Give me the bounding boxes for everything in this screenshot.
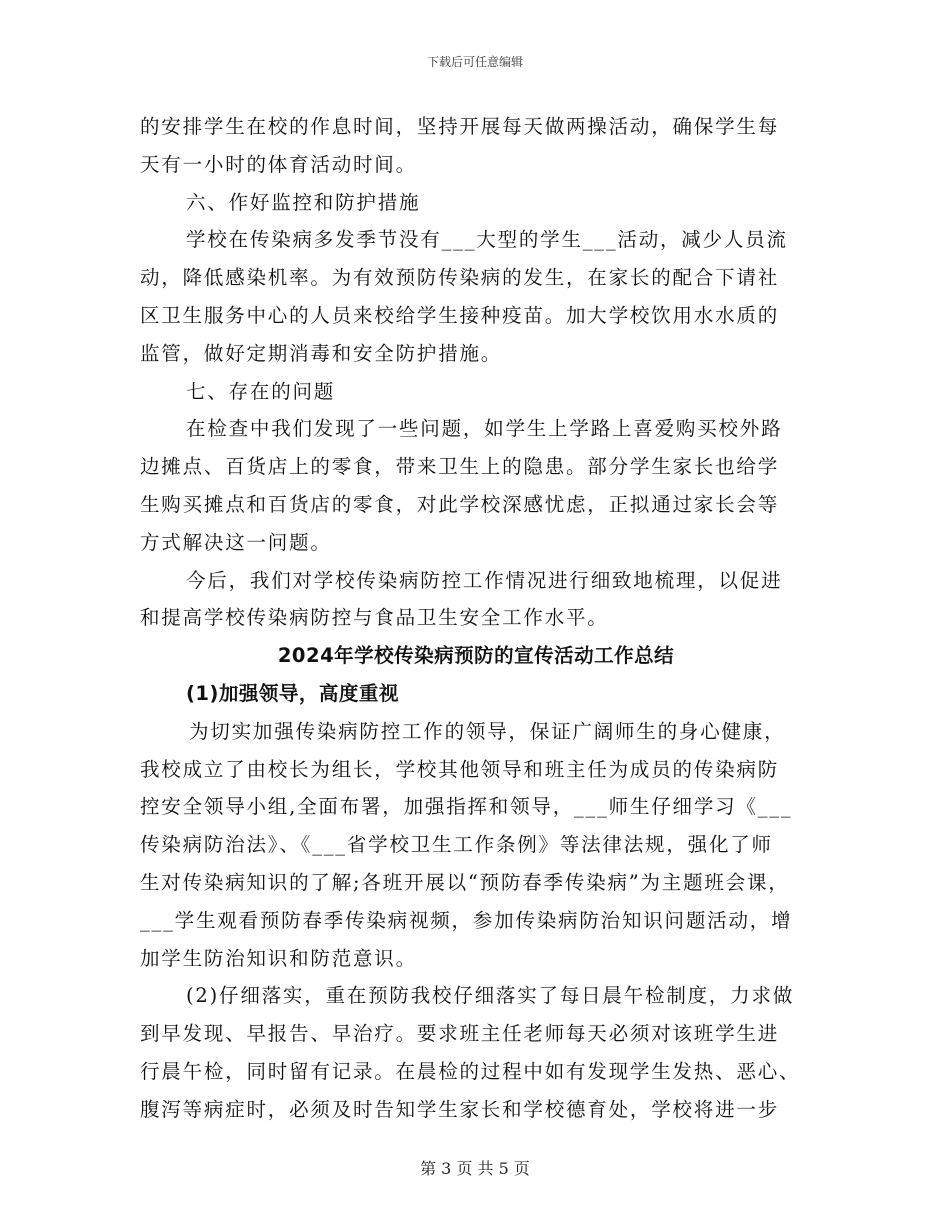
paragraph-line: 边摊点、百货店上的零食，带来卫生上的隐患。部分学生家长也给学	[140, 455, 780, 479]
paragraph-line: 腹泻等病症时，必须及时告知学生家长和学校德育处，学校将进一步	[140, 1097, 780, 1121]
paragraph-line: 在检查中我们发现了一些问题，如学生上学路上喜爱购买校外路	[186, 417, 783, 441]
paragraph-line: 和提高学校传染病防控与食品卫生安全工作水平。	[140, 606, 609, 630]
paragraph-line: 行晨午检，同时留有记录。在晨检的过程中如有发现学生发热、恶心、	[140, 1059, 801, 1083]
paragraph-line: 区卫生服务中心的人员来校给学生接种疫苗。加大学校饮用水水质的	[140, 303, 780, 327]
paragraph-line: 我校成立了由校长为组长，学校其他领导和班主任为成员的传染病防	[140, 757, 780, 781]
section-heading: 六、作好监控和防护措施	[186, 190, 421, 214]
paragraph-line: 传染病防治法》、《___省学校卫生工作条例》等法律法规，强化了师	[140, 833, 773, 857]
page-footer: 第 3 页 共 5 页	[420, 1159, 530, 1178]
paragraph-line: 的安排学生在校的作息时间，坚持开展每天做两操活动，确保学生每	[140, 115, 780, 138]
paragraph-line: 到早发现、早报告、早治疗。要求班主任老师每天必须对该班学生进	[140, 1022, 780, 1046]
paragraph-line: 生对传染病知识的了解;各班开展以“预防春季传染病”为主题班会课，	[140, 870, 790, 894]
paragraph-line: 加学生防治知识和防范意识。	[140, 946, 417, 970]
paragraph-line: 控安全领导小组,全面布署，加强指挥和领导，___师生仔细学习《___	[140, 795, 793, 819]
document-title: 2024年学校传染病预防的宣传活动工作总结	[277, 644, 675, 668]
page-header: 下载后可任意编辑	[426, 55, 523, 69]
section-heading: 七、存在的问题	[186, 379, 336, 403]
paragraph-line: 监管，做好定期消毒和安全防护措施。	[140, 341, 503, 365]
paragraph-line: 天有一小时的体育活动时间。	[140, 152, 417, 176]
paragraph-line: 方式解决这一问题。	[140, 530, 332, 554]
paragraph-line: 今后，我们对学校传染病防控工作情况进行细致地梳理，以促进	[186, 568, 783, 592]
paragraph-line: 学校在传染病多发季节没有___大型的学生___活动，减少人员流	[186, 228, 788, 252]
paragraph-line: 生购买摊点和百货店的零食，对此学校深感忧虑，正拟通过家长会等	[140, 492, 780, 516]
paragraph-line: 为切实加强传染病防控工作的领导，保证广阔师生的身心健康，	[189, 719, 786, 743]
paragraph-line: 动，降低感染机率。为有效预防传染病的发生，在家长的配合下请社	[140, 266, 780, 290]
paragraph-line: (2)仔细落实，重在预防我校仔细落实了每日晨午检制度，力求做	[186, 984, 795, 1008]
paragraph-line: ___学生观看预防春季传染病视频，参加传染病防治知识问题活动，增	[140, 908, 793, 932]
subsection-heading: (1)加强领导，高度重视	[186, 681, 399, 705]
document-body	[140, 108, 812, 1129]
